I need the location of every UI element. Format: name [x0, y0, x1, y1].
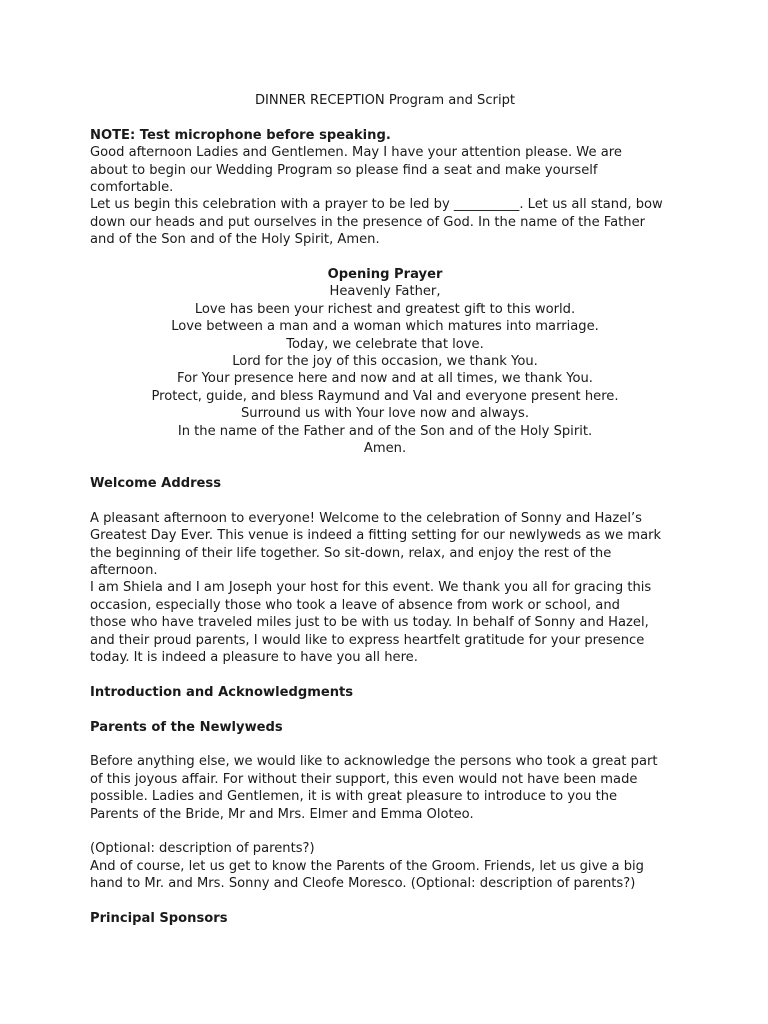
- text-line: hand to Mr. and Mrs. Sonny and Cleofe Moresco. (Optional: description of parents?): [90, 876, 636, 892]
- text-line: and their proud parents, I would like to express heartfelt gratitude for your presence: [90, 632, 645, 648]
- text-line: of this joyous affair. For without their support, this even would not have been made: [90, 771, 638, 787]
- prayer-line: Surround us with Your love now and always.: [241, 406, 529, 422]
- document-title: DINNER RECEPTION Program and Script: [254, 93, 516, 108]
- parents-paragraph: [90, 753, 680, 823]
- sponsors-heading: Principal Sponsors: [90, 910, 228, 926]
- prayer-line: In the name of the Father and of the Son and of the Holy Spirit.: [177, 423, 593, 439]
- prayer-line: Love has been your richest and greatest gift to this world.: [194, 301, 576, 317]
- text-line: down our heads and put ourselves in the presence of God. In the name of the Father: [90, 214, 646, 230]
- text-line: the beginning of their life together. So sit-down, relax, and enjoy the rest of the: [90, 545, 612, 561]
- document-page: [90, 92, 680, 927]
- text-line: A pleasant afternoon to everyone! Welcome to the celebration of Sonny and Hazel’s: [90, 510, 642, 526]
- prayer-line: Heavenly Father,: [329, 284, 441, 300]
- prayer-line: Amen.: [363, 441, 407, 457]
- prayer-line: Lord for the joy of this occasion, we thank You.: [232, 354, 538, 370]
- prayer-line: Love between a man and a woman which matures into marriage.: [171, 319, 599, 335]
- text-line: afternoon.: [90, 562, 158, 578]
- text-line: and of the Son and of the Holy Spirit, Amen.: [90, 232, 380, 248]
- text-line: Before anything else, we would like to acknowledge the persons who took a great part: [90, 754, 658, 770]
- text-line: comfortable.: [90, 180, 174, 196]
- welcome-heading: Welcome Address: [90, 475, 221, 491]
- text-line: Let us begin this celebration with a prayer to be led by __________. Let us all stand, bow: [90, 197, 663, 213]
- text-line: occasion, especially those who took a leave of absence from work or school, and: [90, 597, 620, 613]
- microphone-note: NOTE: Test microphone before speaking.: [90, 127, 391, 143]
- prayer-line: Protect, guide, and bless Raymund and Val and everyone present here.: [151, 388, 619, 404]
- intro-paragraph: [90, 144, 680, 248]
- text-line: Good afternoon Ladies and Gentlemen. May I have your attention please. We are: [90, 145, 622, 161]
- introduction-heading: Introduction and Acknowledgments: [90, 684, 354, 700]
- parents-heading: Parents of the Newlyweds: [90, 719, 283, 735]
- prayer-line: For Your presence here and now and at all times, we thank You.: [177, 371, 593, 387]
- text-line: about to begin our Wedding Program so please find a seat and make yourself: [90, 162, 598, 178]
- welcome-paragraph: [90, 510, 680, 667]
- text-line: And of course, let us get to know the Parents of the Groom. Friends, let us give a big: [90, 858, 644, 874]
- text-line: possible. Ladies and Gentlemen, it is with great pleasure to introduce to you the: [90, 789, 618, 805]
- text-line: (Optional: description of parents?): [90, 841, 315, 857]
- text-line: today. It is indeed a pleasure to have you all here.: [90, 649, 418, 665]
- opening-prayer: [90, 283, 680, 457]
- text-line: Parents of the Bride, Mr and Mrs. Elmer and Emma Oloteo.: [90, 806, 474, 822]
- text-line: those who have traveled miles just to be with us today. In behalf of Sonny and Hazel,: [90, 615, 649, 631]
- prayer-line: Today, we celebrate that love.: [286, 336, 484, 352]
- groom-parents-paragraph: [90, 840, 680, 892]
- text-line: Greatest Day Ever. This venue is indeed a fitting setting for our newlyweds as we mark: [90, 528, 662, 544]
- prayer-heading: Opening Prayer: [327, 267, 443, 283]
- text-line: I am Shiela and I am Joseph your host for this event. We thank you all for gracing this: [90, 580, 652, 596]
